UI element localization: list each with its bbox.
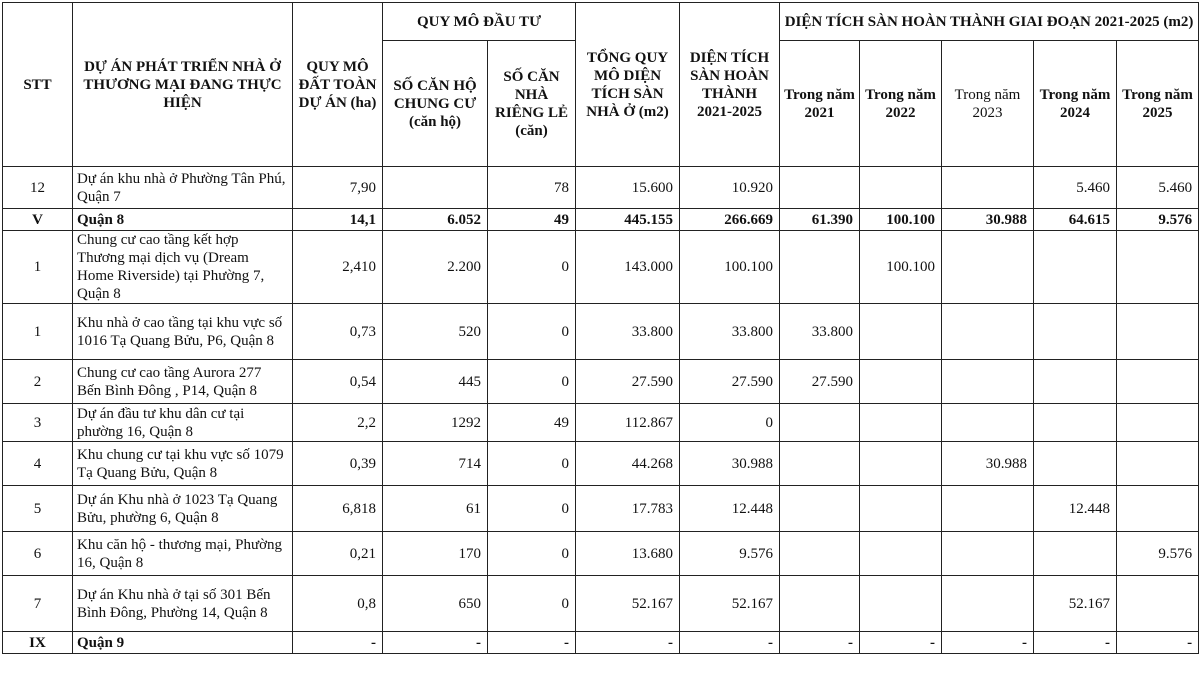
table-row (3, 442, 1199, 486)
header-stt: STT (3, 3, 73, 167)
apartments-cell: 2.200 (383, 231, 488, 304)
y2022-cell (860, 167, 942, 209)
header-y2025: Trong năm 2025 (1117, 41, 1199, 167)
completed-cell: 30.988 (680, 442, 780, 486)
land-cell: 0,21 (293, 532, 383, 576)
project-name-cell: Dự án khu nhà ở Phường Tân Phú, Quận 7 (73, 167, 293, 209)
houses-cell: 0 (488, 442, 576, 486)
y2025-cell (1117, 486, 1199, 532)
table-row (3, 486, 1199, 532)
completed-cell: - (680, 632, 780, 654)
stt-cell: 1 (3, 304, 73, 360)
y2023-cell (942, 404, 1034, 442)
y2021-cell (780, 532, 860, 576)
total-area-cell: 112.867 (576, 404, 680, 442)
project-name-cell: Dự án đầu tư khu dân cư tại phường 16, Quận 8 (73, 404, 293, 442)
apartments-cell: 61 (383, 486, 488, 532)
land-cell: 0,39 (293, 442, 383, 486)
total-area-cell: 15.600 (576, 167, 680, 209)
land-cell: 2,410 (293, 231, 383, 304)
table-body (3, 167, 1199, 654)
header-project: DỰ ÁN PHÁT TRIỂN NHÀ Ở THƯƠNG MẠI ĐANG THỰC HIỆN (73, 3, 293, 167)
y2024-cell (1034, 231, 1117, 304)
y2022-cell (860, 360, 942, 404)
y2023-cell: - (942, 632, 1034, 654)
header-apartments: SỐ CĂN HỘ CHUNG CƯ (căn hộ) (383, 41, 488, 167)
table-row (3, 167, 1199, 209)
y2021-cell (780, 486, 860, 532)
y2021-cell (780, 442, 860, 486)
project-name-cell: Khu chung cư tại khu vực số 1079 Tạ Quang Bửu, Quận 8 (73, 442, 293, 486)
y2023-cell (942, 360, 1034, 404)
apartments-cell: 520 (383, 304, 488, 360)
project-name-cell: Khu nhà ở cao tầng tại khu vực số 1016 Tạ Quang Bửu, P6, Quận 8 (73, 304, 293, 360)
project-name-cell: Chung cư cao tầng Aurora 277 Bến Bình Đông , P14, Quận 8 (73, 360, 293, 404)
completed-cell: 12.448 (680, 486, 780, 532)
y2025-cell: 9.576 (1117, 532, 1199, 576)
y2021-cell (780, 231, 860, 304)
y2021-cell: 33.800 (780, 304, 860, 360)
completed-cell: 10.920 (680, 167, 780, 209)
header-y2021: Trong năm 2021 (780, 41, 860, 167)
stt-cell: 7 (3, 576, 73, 632)
table-row (3, 404, 1199, 442)
houses-cell: 0 (488, 304, 576, 360)
apartments-cell (383, 167, 488, 209)
y2021-cell (780, 167, 860, 209)
header-completed: DIỆN TÍCH SÀN HOÀN THÀNH 2021-2025 (680, 3, 780, 167)
y2022-cell: 100.100 (860, 209, 942, 231)
completed-cell: 27.590 (680, 360, 780, 404)
project-name-cell: Quận 8 (73, 209, 293, 231)
y2021-cell: - (780, 632, 860, 654)
project-name-cell: Dự án Khu nhà ở tại số 301 Bến Bình Đông, Phường 14, Quận 8 (73, 576, 293, 632)
y2025-cell: 9.576 (1117, 209, 1199, 231)
land-cell: 14,1 (293, 209, 383, 231)
header-invest: QUY MÔ ĐẦU TƯ (383, 3, 576, 41)
apartments-cell: 6.052 (383, 209, 488, 231)
y2021-cell: 61.390 (780, 209, 860, 231)
y2025-cell (1117, 360, 1199, 404)
total-area-cell: 13.680 (576, 532, 680, 576)
header-houses: SỐ CĂN NHÀ RIÊNG LẺ (căn) (488, 41, 576, 167)
y2025-cell: - (1117, 632, 1199, 654)
y2024-cell: 5.460 (1034, 167, 1117, 209)
total-area-cell: 17.783 (576, 486, 680, 532)
y2024-cell (1034, 304, 1117, 360)
completed-cell: 266.669 (680, 209, 780, 231)
total-area-cell: - (576, 632, 680, 654)
apartments-cell: 650 (383, 576, 488, 632)
land-cell: 0,73 (293, 304, 383, 360)
y2023-cell: 30.988 (942, 209, 1034, 231)
table-row (3, 360, 1199, 404)
stt-cell: 2 (3, 360, 73, 404)
land-cell: 2,2 (293, 404, 383, 442)
header-land: QUY MÔ ĐẤT TOÀN DỰ ÁN (ha) (293, 3, 383, 167)
table-row (3, 304, 1199, 360)
y2025-cell (1117, 576, 1199, 632)
apartments-cell: - (383, 632, 488, 654)
y2021-cell: 27.590 (780, 360, 860, 404)
y2021-cell (780, 576, 860, 632)
total-area-cell: 143.000 (576, 231, 680, 304)
apartments-cell: 170 (383, 532, 488, 576)
table-row (3, 231, 1199, 304)
y2023-cell (942, 231, 1034, 304)
housing-projects-table (2, 2, 1199, 654)
header-y2024: Trong năm 2024 (1034, 41, 1117, 167)
total-area-cell: 33.800 (576, 304, 680, 360)
y2024-cell: 52.167 (1034, 576, 1117, 632)
houses-cell: 49 (488, 404, 576, 442)
table-row (3, 632, 1199, 654)
houses-cell: 0 (488, 360, 576, 404)
completed-cell: 33.800 (680, 304, 780, 360)
y2024-cell (1034, 442, 1117, 486)
y2022-cell (860, 404, 942, 442)
y2022-cell (860, 442, 942, 486)
stt-cell: 5 (3, 486, 73, 532)
completed-cell: 0 (680, 404, 780, 442)
y2023-cell (942, 576, 1034, 632)
completed-cell: 9.576 (680, 532, 780, 576)
y2022-cell (860, 304, 942, 360)
stt-cell: 12 (3, 167, 73, 209)
y2025-cell (1117, 442, 1199, 486)
table-row (3, 209, 1199, 231)
y2022-cell: 100.100 (860, 231, 942, 304)
stt-cell: 4 (3, 442, 73, 486)
total-area-cell: 445.155 (576, 209, 680, 231)
header-period: DIỆN TÍCH SÀN HOÀN THÀNH GIAI ĐOẠN 2021-2025 (m2) (780, 3, 1199, 41)
houses-cell: 0 (488, 231, 576, 304)
houses-cell: 0 (488, 532, 576, 576)
total-area-cell: 27.590 (576, 360, 680, 404)
apartments-cell: 445 (383, 360, 488, 404)
header-y2022: Trong năm 2022 (860, 41, 942, 167)
stt-cell: 6 (3, 532, 73, 576)
y2023-cell (942, 486, 1034, 532)
y2021-cell (780, 404, 860, 442)
y2024-cell (1034, 532, 1117, 576)
land-cell: 0,8 (293, 576, 383, 632)
y2024-cell (1034, 404, 1117, 442)
project-name-cell: Khu căn hộ - thương mại, Phường 16, Quận 8 (73, 532, 293, 576)
houses-cell: - (488, 632, 576, 654)
stt-cell: V (3, 209, 73, 231)
land-cell: 0,54 (293, 360, 383, 404)
y2025-cell (1117, 231, 1199, 304)
land-cell: 6,818 (293, 486, 383, 532)
y2024-cell (1034, 360, 1117, 404)
project-name-cell: Dự án Khu nhà ở 1023 Tạ Quang Bửu, phường 6, Quận 8 (73, 486, 293, 532)
apartments-cell: 1292 (383, 404, 488, 442)
total-area-cell: 52.167 (576, 576, 680, 632)
land-cell: - (293, 632, 383, 654)
y2025-cell (1117, 404, 1199, 442)
y2022-cell: - (860, 632, 942, 654)
apartments-cell: 714 (383, 442, 488, 486)
stt-cell: 3 (3, 404, 73, 442)
stt-cell: IX (3, 632, 73, 654)
table-row (3, 532, 1199, 576)
completed-cell: 100.100 (680, 231, 780, 304)
project-name-cell: Chung cư cao tầng kết hợp Thương mại dịch vụ (Dream Home Riverside) tại Phường 7, Quận 8 (73, 231, 293, 304)
y2023-cell (942, 532, 1034, 576)
y2022-cell (860, 532, 942, 576)
land-cell: 7,90 (293, 167, 383, 209)
y2023-cell (942, 304, 1034, 360)
y2025-cell (1117, 304, 1199, 360)
total-area-cell: 44.268 (576, 442, 680, 486)
header-y2023: Trong năm 2023 (942, 41, 1034, 167)
y2023-cell: 30.988 (942, 442, 1034, 486)
project-name-cell: Quận 9 (73, 632, 293, 654)
completed-cell: 52.167 (680, 576, 780, 632)
houses-cell: 78 (488, 167, 576, 209)
header-total-area: TỔNG QUY MÔ DIỆN TÍCH SÀN NHÀ Ở (m2) (576, 3, 680, 167)
y2025-cell: 5.460 (1117, 167, 1199, 209)
houses-cell: 0 (488, 486, 576, 532)
stt-cell: 1 (3, 231, 73, 304)
table-row (3, 576, 1199, 632)
houses-cell: 49 (488, 209, 576, 231)
houses-cell: 0 (488, 576, 576, 632)
y2024-cell: - (1034, 632, 1117, 654)
y2022-cell (860, 576, 942, 632)
y2023-cell (942, 167, 1034, 209)
y2024-cell: 12.448 (1034, 486, 1117, 532)
y2024-cell: 64.615 (1034, 209, 1117, 231)
y2022-cell (860, 486, 942, 532)
